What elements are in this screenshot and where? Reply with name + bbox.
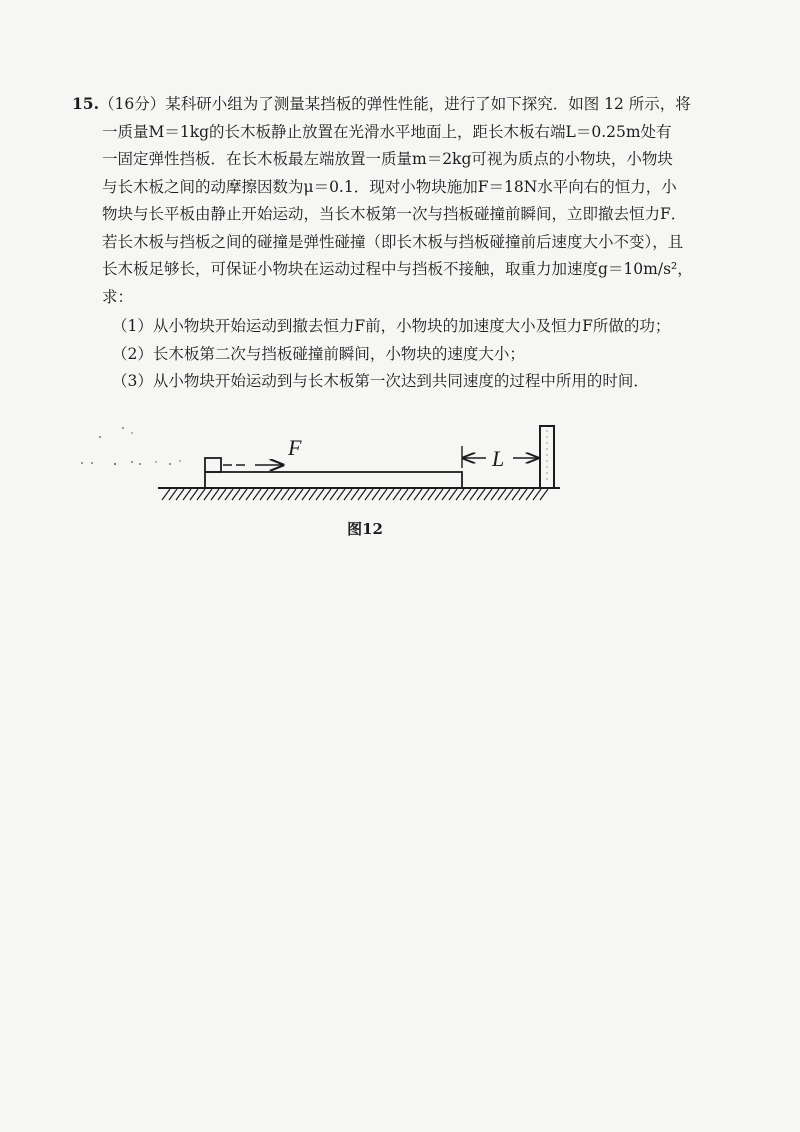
problem-points: （16分） [98,95,166,113]
question-1: （1）从小物块开始运动到撤去恒力F前，小物块的加速度大小及恒力F所做的功； [112,317,671,335]
small-block [205,458,221,472]
stem-line: 物块与长平板由静止开始运动，当长木板第一次与挡板碰撞前瞬间，立即撤去恒力F． [102,205,687,223]
ground [158,488,560,500]
stem-line [72,90,691,119]
force-label: F [288,435,302,460]
sub-questions [72,313,671,396]
scan-specks [81,427,181,465]
problem-15 [72,90,693,396]
question-3: （3）从小物块开始运动到与长木板第一次达到共同速度的过程中所用的时间． [112,372,649,390]
stem-line: 求： [102,287,134,306]
stem-line: 若长木板与挡板之间的碰撞是弹性碰撞（即长木板与挡板碰撞前后速度大小不变），且 [102,232,684,251]
stem-line: 一质量M＝1kg的长木板静止放置在光滑水平地面上，距长木板右端L＝0.25m处有 [102,122,672,141]
figure-caption: 图12 [347,520,383,538]
problem-number: 15. [72,94,99,113]
distance-label: L [492,446,505,471]
elastic-baffle [540,426,554,488]
stem-line: 一固定弹性挡板．在长木板最左端放置一质量m＝2kg可视为质点的小物块，小物块 [102,150,673,168]
question-2: （2）长木板第二次与挡板碰撞前瞬间，小物块的速度大小； [112,344,525,363]
stem-line: 与长木板之间的动摩擦因数为μ＝0.1．现对小物块施加F＝18N水平向右的恒力，小 [102,177,677,196]
long-board [205,472,462,488]
stem-line: 长木板足够长，可保证小物块在运动过程中与挡板不接触，取重力加速度g＝10m/s²， [102,260,693,278]
stem-text: 某科研小组为了测量某挡板的弹性性能，进行了如下探究．如图 12 所示，将 [165,95,691,113]
